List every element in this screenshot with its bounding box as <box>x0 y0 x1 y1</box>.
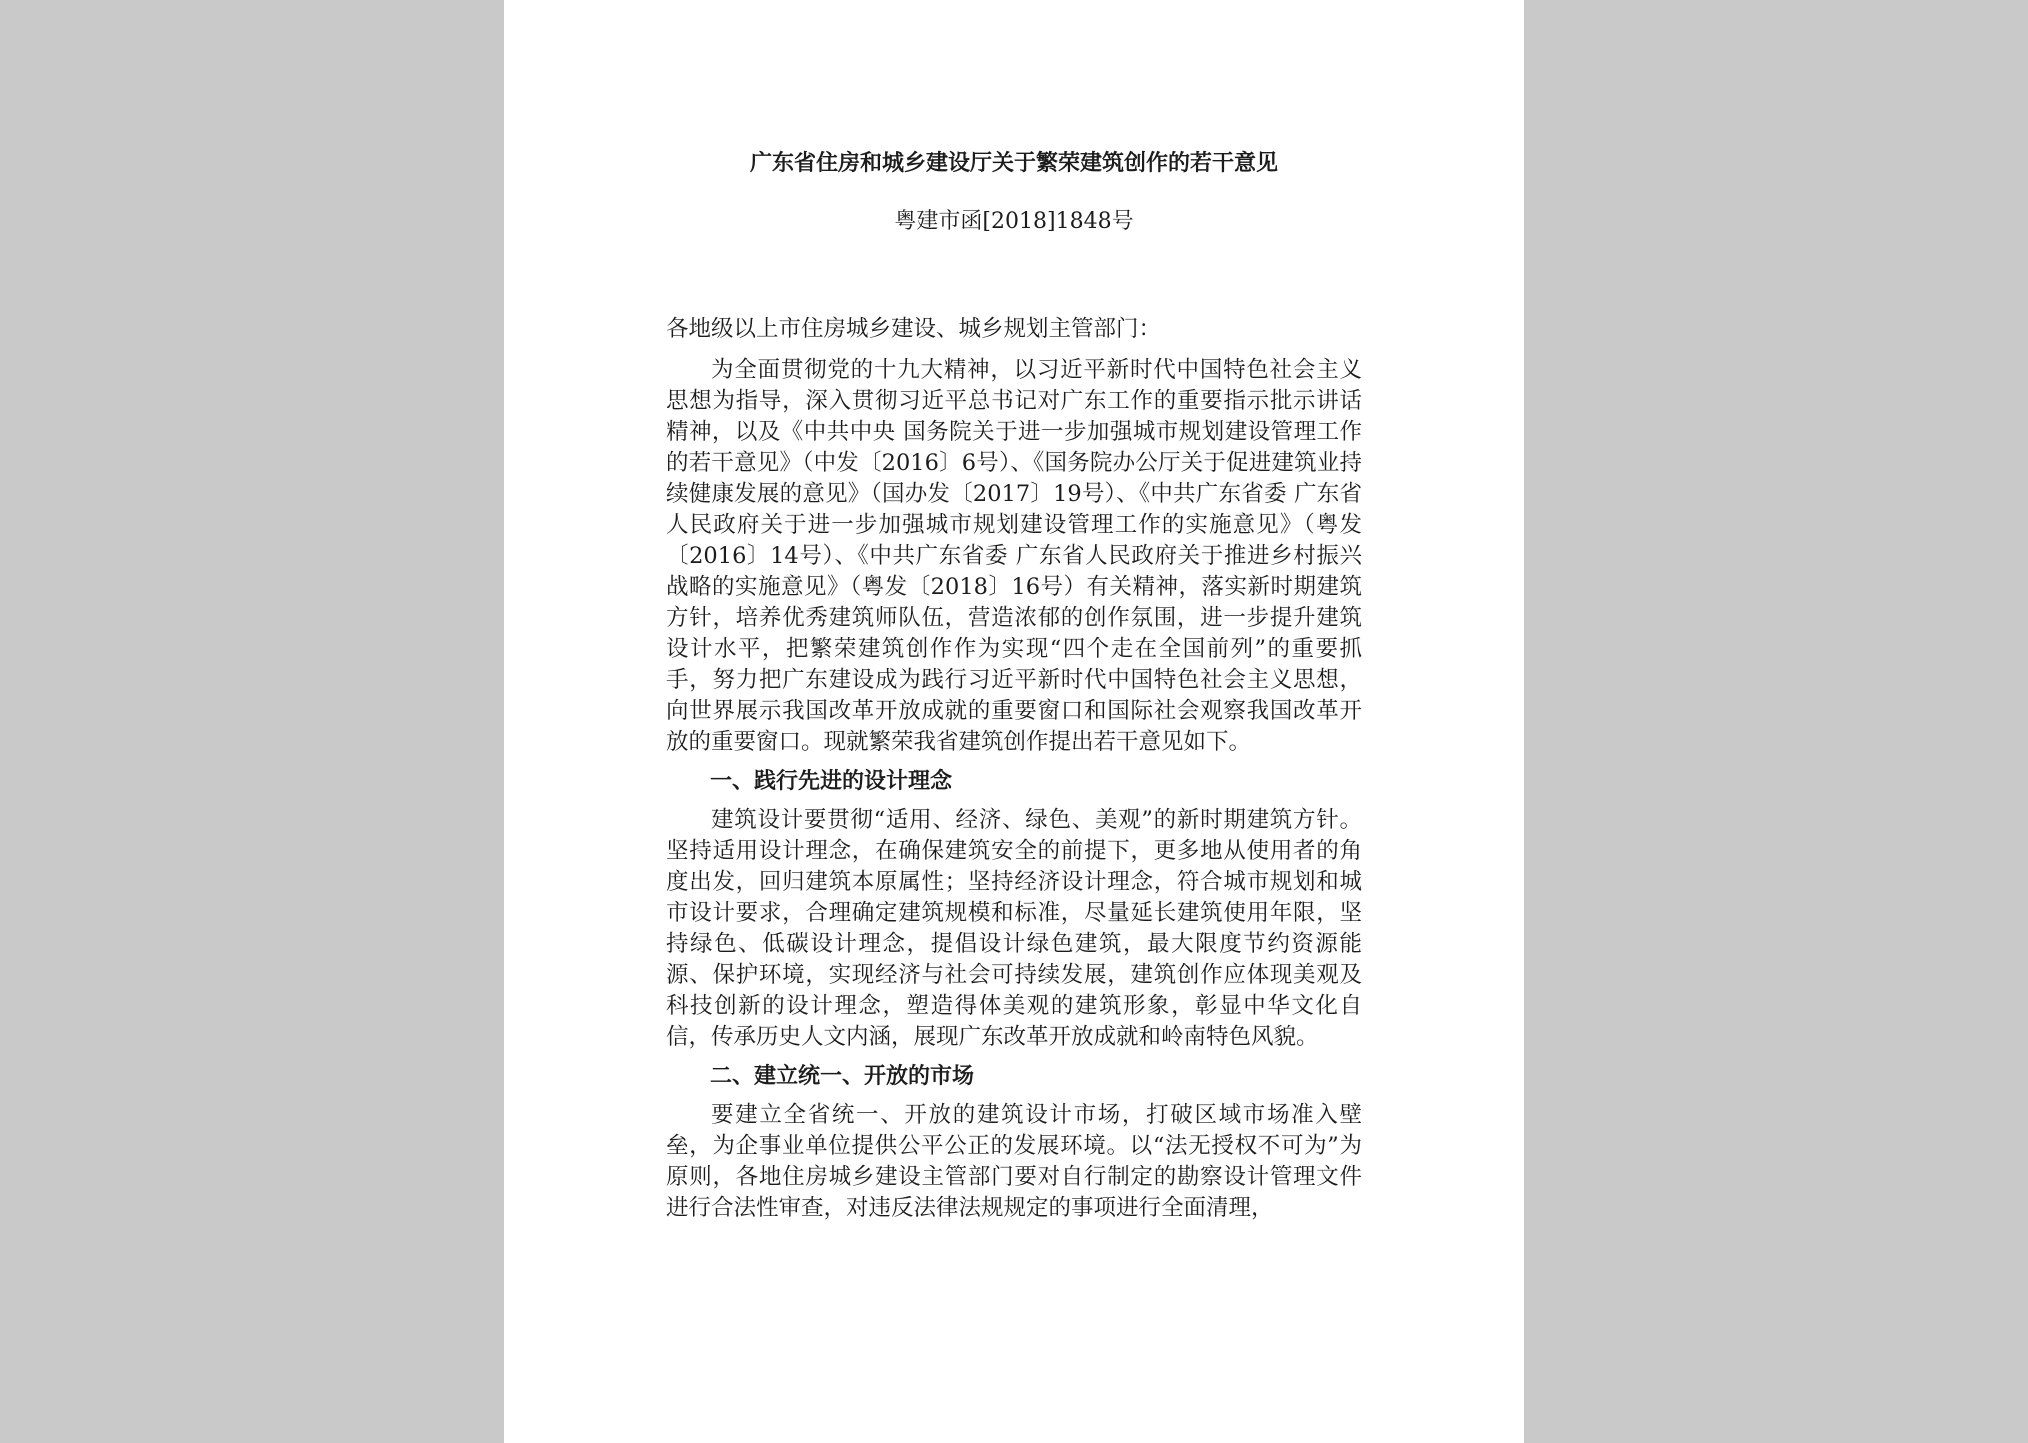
document-title: 广东省住房和城乡建设厅关于繁荣建筑创作的若干意见 <box>749 150 1278 176</box>
document-body <box>666 314 1362 1224</box>
intro-paragraph: 为全面贯彻党的十九大精神，以习近平新时代中国特色社会主义思想为指导，深入贯彻习近平总书记对广东工作的重要指示批示讲话精神，以及《中共中央 国务院关于进一步加强城市规划建设管理工作的若干意见》（中发〔2016〕6号）、《国务院办公厅关于促进建筑业持续健康发展的意见》（国办发〔2017〕19号）、《中共广东省委 广东省人民政府关于进一步加强城市规划建设管理工作的实施意见》（粤发〔2016〕14号）、《中共广东省委 广东省人民政府关于推进乡村振兴战略的实施意见》（粤发〔2018〕16号）有关精神，落实新时期建筑方针，培养优秀建筑师队伍，营造浓郁的创作氛围，进一步提升建筑设计水平，把繁荣建筑创作作为实现“四个走在全国前列”的重要抓手，努力把广东建设成为践行习近平新时代中国特色社会主义思想，向世界展示我国改革开放成就的重要窗口和国际社会观察我国改革开放的重要窗口。现就繁荣我省建筑创作提出若干意见如下。 <box>666 357 1362 755</box>
document-number: 粤建市函[2018]1848号 <box>894 209 1134 234</box>
section-heading-1: 一、践行先进的设计理念 <box>710 768 953 794</box>
document-page <box>504 0 1524 1443</box>
section-heading-2: 二、建立统一、开放的市场 <box>710 1063 975 1089</box>
salutation: 各地级以上市住房城乡建设、城乡规划主管部门： <box>666 316 1162 342</box>
section-paragraph-2: 要建立全省统一、开放的建筑设计市场，打破区域市场准入壁垒，为企事业单位提供公平公正的发展环境。以“法无授权不可为”为原则，各地住房城乡建设主管部门要对自行制定的勘察设计管理文件进行合法性审查，对违反法律法规规定的事项进行全面清理， <box>666 1102 1362 1221</box>
section-paragraph-1: 建筑设计要贯彻“适用、经济、绿色、美观”的新时期建筑方针。坚持适用设计理念，在确保建筑安全的前提下，更多地从使用者的角度出发，回归建筑本原属性；坚持经济设计理念，符合城市规划和城市设计要求，合理确定建筑规模和标准，尽量延长建筑使用年限，坚持绿色、低碳设计理念，提倡设计绿色建筑，最大限度节约资源能源、保护环境，实现经济与社会可持续发展，建筑创作应体现美观及科技创新的设计理念，塑造得体美观的建筑形象，彰显中华文化自信，传承历史人文内涵，展现广东改革开放成就和岭南特色风貌。 <box>666 807 1362 1050</box>
